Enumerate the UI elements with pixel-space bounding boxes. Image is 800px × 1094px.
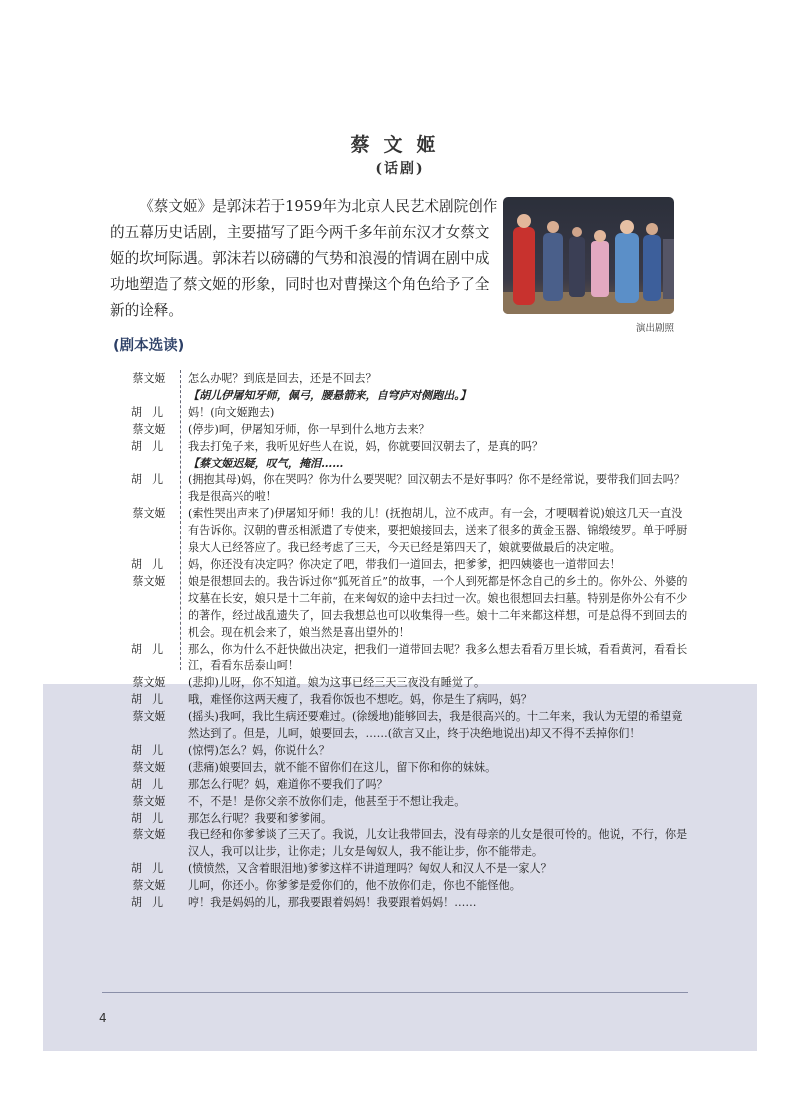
- dialogue-row: [118, 557, 688, 574]
- dialogue-line: 妈！(向文姬跑去): [188, 405, 275, 419]
- speaker-name: 胡儿: [130, 693, 174, 707]
- dialogue-row: [118, 371, 688, 388]
- dialogue-line: 我已经和你爹爹谈了三天了。我说，儿女让我带回去，没有母亲的儿女是很可怜的。他说，不行，你是汉人，我可以让步，让你走；儿女是匈奴人，我不能让步，你不能带走。: [188, 828, 688, 859]
- stage-direction: 【胡儿伊屠知牙师，佩弓，腰悬箭来，自穹庐对侧跑出。】: [188, 388, 471, 402]
- dialogue-row: [118, 794, 688, 811]
- speaker-name: 胡儿: [130, 743, 174, 757]
- speaker-name: 胡儿: [130, 862, 174, 876]
- stage-direction: 【蔡文姬迟疑，叹气，掩泪……: [188, 456, 344, 470]
- photo-caption: 演出剧照: [635, 323, 674, 334]
- dialogue-line: (停步)呵，伊屠知牙师，你一早到什么地方去来？: [188, 422, 430, 436]
- speaker-name: 蔡文姬: [132, 507, 166, 521]
- speaker-name: 胡儿: [130, 557, 174, 571]
- dialogue-row: [118, 574, 688, 642]
- performance-photo: [503, 197, 674, 314]
- speaker-name: 胡儿: [130, 811, 174, 825]
- script-excerpt: [118, 371, 688, 912]
- dialogue-row: [118, 692, 688, 709]
- dialogue-line: 娘是很想回去的。我告诉过你“狐死首丘”的故事，一个人到死都是怀念自己的乡土的。你外公、外婆的坟墓在长安，娘只是十二年前，在来匈奴的途中去扫过一次。娘也很想回去扫墓。特别是你外公有不少的著作，经过战乱遗失了，回去我想总也可以收集得一些。娘十二年来都这样想，可是总得不到回去的机会。现在机会来了，娘当然是喜出望外的！: [188, 574, 688, 639]
- speaker-name: 蔡文姬: [132, 574, 166, 588]
- dialogue-line: 我去打兔子来，我听见好些人在说，妈，你就要回汉朝去了，是真的吗？: [188, 439, 544, 453]
- speaker-name: 胡儿: [130, 777, 174, 791]
- dialogue-row: [118, 743, 688, 760]
- dialogue-row: [118, 895, 688, 912]
- dialogue-line: (悲痛)娘要回去，就不能不留你们在这儿，留下你和你的妹妹。: [188, 760, 497, 774]
- speaker-name: 胡儿: [130, 439, 174, 453]
- speaker-name: 蔡文姬: [132, 794, 166, 808]
- speaker-name: [118, 456, 180, 473]
- dialogue-row: [118, 709, 688, 743]
- dialogue-line: (惊愕)怎么？妈，你说什么？: [188, 743, 330, 757]
- dialogue-line: 那么，你为什么不赶快做出决定，把我们一道带回去呢？我多么想去看看万里长城，看看黄河，看看长江，看看东岳泰山呵！: [188, 642, 688, 673]
- speaker-name: 蔡文姬: [132, 828, 166, 842]
- speaker-name: 蔡文姬: [132, 710, 166, 724]
- dialogue-line: 怎么办呢？到底是回去，还是不回去？: [188, 372, 377, 385]
- speaker-name: 蔡文姬: [132, 372, 166, 385]
- dialogue-row: [118, 827, 688, 861]
- speaker-name: 胡儿: [130, 473, 174, 487]
- speaker-name: [118, 388, 180, 405]
- play-subtitle: (话剧): [375, 161, 425, 177]
- dialogue-line: (索性哭出声来了)伊屠知牙师！我的儿！(抚抱胡儿，泣不成声。有一会，才哽咽着说)娘这几天一直没有告诉你。汉朝的曹丞相派遣了专使来，要把娘接回去，送来了很多的黄金玉器、锦缎绫罗。单于呼厨泉大人已经答应了。我已经考虑了三天，今天已经是第四天了，娘就要做最后的决定啦。: [188, 507, 688, 555]
- dialogue-line: 不，不是！是你父亲不放你们走，他甚至于不想让我走。: [188, 794, 466, 808]
- dialogue-row: [118, 405, 688, 422]
- dialogue-line: (愤愤然，又含着眼泪地)爹爹这样不讲道理吗？匈奴人和汉人不是一家人？: [188, 862, 552, 876]
- dialogue-row: [118, 472, 688, 506]
- dialogue-row: [118, 506, 688, 557]
- speaker-name: 胡儿: [130, 896, 174, 910]
- dialogue-row: [118, 422, 688, 439]
- speaker-name: 蔡文姬: [132, 760, 166, 774]
- dialogue-line: (悲抑)儿呀，你不知道。娘为这事已经三天三夜没有睡觉了。: [188, 676, 486, 690]
- dialogue-row: [118, 777, 688, 794]
- dialogue-line: 哦，难怪你这两天瘦了，我看你饭也不想吃。妈，你是生了病吗，妈？: [188, 693, 532, 707]
- dialogue-line: 哼！我是妈妈的儿，那我要跟着妈妈！我要跟着妈妈！……: [188, 896, 477, 910]
- dialogue-row: [118, 861, 688, 878]
- dialogue-row: [118, 439, 688, 456]
- page-number: 4: [99, 1011, 107, 1025]
- dialogue-row: [118, 760, 688, 777]
- dialogue-line: 那怎么行呢？我要和爹爹闹。: [188, 811, 333, 825]
- speaker-name: 蔡文姬: [132, 879, 166, 893]
- dialogue-row: [118, 456, 688, 473]
- dialogue-row: [118, 388, 688, 405]
- footer-rule: [102, 992, 688, 993]
- dialogue-line: 妈，你还没有决定吗？你决定了吧，带我们一道回去，把爹爹，把四姨婆也一道带回去！: [188, 557, 621, 571]
- intro-paragraph: 《蔡文姬》是郭沫若于1959年为北京人民艺术剧院创作的五幕历史话剧，主要描写了距今两千多年前东汉才女蔡文姬的坎坷际遇。郭沫若以磅礴的气势和浪漫的情调在剧中成功地塑造了蔡文姬的形象，同时也对曹操这个角色给予了全新的诠释。: [110, 198, 498, 319]
- dialogue-row: [118, 642, 688, 676]
- speaker-name: 胡儿: [130, 642, 174, 656]
- dialogue-line: 儿呵，你还小。你爹爹是爱你们的，他不放你们走，你也不能怪他。: [188, 879, 521, 893]
- dialogue-line: (拥抱其母)妈，你在哭吗？你为什么要哭呢？回汉朝去不是好事吗？你不是经常说，要带我们回去吗？我是很高兴的啦！: [188, 473, 685, 504]
- dialogue-line: (摇头)我呵，我比生病还要难过。(徐缓地)能够回去，我是很高兴的。十二年来，我认为无望的希望竟然达到了。但是，儿呵，娘要回去，……(欲言又止，终于决绝地说出)却又不得不丢掉你们！: [188, 710, 683, 741]
- dialogue-line: 那怎么行呢？妈，难道你不要我们了吗？: [188, 777, 388, 791]
- speaker-name: 胡儿: [130, 405, 174, 419]
- dialogue-row: [118, 675, 688, 692]
- section-heading: (剧本选读): [113, 338, 185, 354]
- speaker-name: 蔡文姬: [132, 676, 166, 690]
- dialogue-row: [118, 811, 688, 828]
- play-title: 蔡文姬: [350, 134, 450, 156]
- dialogue-row: [118, 878, 688, 895]
- speaker-name: 蔡文姬: [132, 422, 166, 436]
